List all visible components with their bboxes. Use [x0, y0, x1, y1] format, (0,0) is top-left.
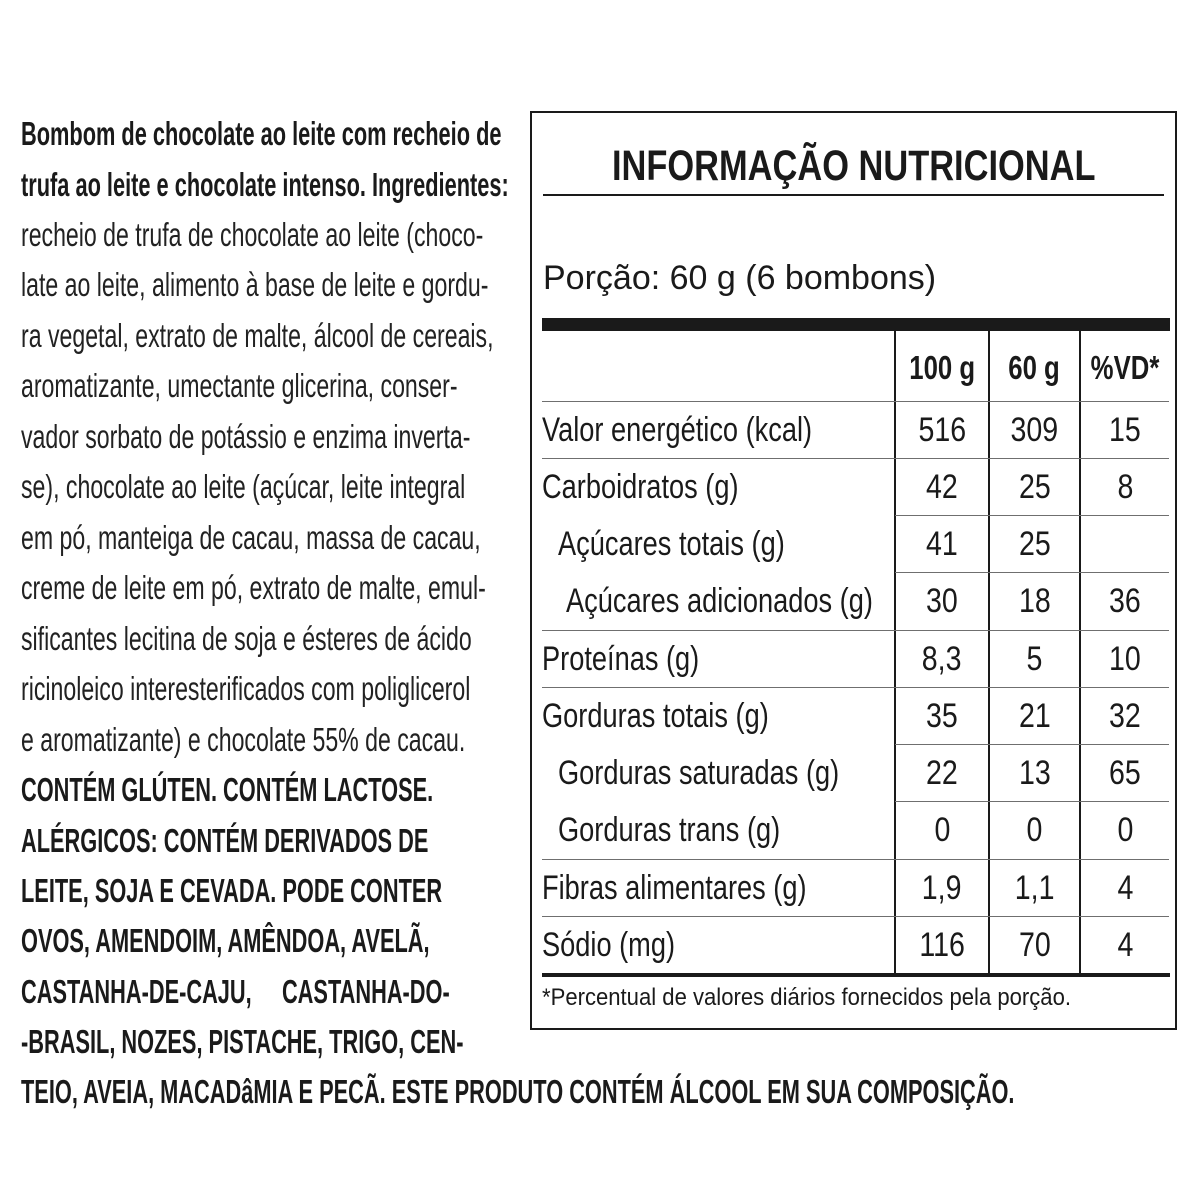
- row-divider: [542, 687, 1169, 688]
- row-divider: [895, 515, 1169, 516]
- value-60g: 1,1: [1014, 869, 1055, 907]
- value-vd: 32: [1109, 697, 1141, 735]
- value-vd: 10: [1109, 640, 1141, 678]
- value-vd: 4: [1117, 869, 1133, 907]
- nutrient-label: Proteínas (g): [542, 640, 700, 678]
- row-divider: [895, 572, 1169, 573]
- nutrient-label: Açúcares adicionados (g): [566, 582, 873, 620]
- column-header-60g: 60 g: [1008, 349, 1061, 386]
- allergen-line: OVOS, AMENDOIM, AMÊNDOA, AVELÃ,: [21, 922, 430, 959]
- nutrition-table: [530, 111, 1177, 1030]
- ingredients-line: ra vegetal, extrato de malte, álcool de cereais,: [21, 317, 494, 354]
- value-100g: 42: [926, 468, 958, 506]
- allergen-line: LEITE, SOJA E CEVADA. PODE CONTER: [21, 872, 443, 909]
- value-60g: 13: [1018, 754, 1051, 792]
- row-divider: [895, 744, 1169, 745]
- nutrient-label: Açúcares totais (g): [558, 525, 785, 563]
- value-60g: 309: [1010, 411, 1059, 449]
- thick-divider: [542, 318, 1170, 331]
- row-divider: [542, 630, 1169, 631]
- ingredients-line: sificantes lecitina de soja e ésteres de ácido: [21, 620, 472, 657]
- value-100g: 35: [926, 697, 958, 735]
- nutrient-label: Gorduras saturadas (g): [558, 754, 840, 792]
- row-divider: [895, 801, 1169, 802]
- value-vd: 8: [1117, 468, 1133, 506]
- nutrient-label: Carboidratos (g): [542, 468, 739, 506]
- ingredients-line: vador sorbato de potássio e enzima inverta-: [21, 418, 471, 455]
- title-divider: [543, 194, 1164, 196]
- value-100g: 41: [926, 525, 958, 563]
- value-60g: 25: [1018, 468, 1051, 506]
- column-header-100g: 100 g: [909, 349, 975, 386]
- value-100g: 30: [926, 582, 958, 620]
- allergen-line: CONTÉM GLÚTEN. CONTÉM LACTOSE.: [21, 771, 434, 808]
- ingredients-line: recheio de trufa de chocolate ao leite (choco-: [21, 216, 484, 253]
- value-100g: 1,9: [922, 869, 962, 907]
- value-vd: [1081, 519, 1169, 569]
- ingredients-line: creme de leite em pó, extrato de malte, emul-: [21, 569, 486, 606]
- nutrient-label: Gorduras trans (g): [558, 811, 781, 849]
- row-divider: [542, 916, 1169, 917]
- allergen-line: -BRASIL, NOZES, PISTACHE, TRIGO, CEN-: [21, 1023, 464, 1060]
- value-100g: 0: [934, 811, 950, 849]
- value-60g: 5: [1026, 640, 1043, 678]
- nutrition-title: INFORMAÇÃO NUTRICIONAL: [612, 142, 1096, 190]
- ingredients-line: Bombom de chocolate ao leite com recheio de: [21, 115, 502, 152]
- value-60g: 25: [1018, 525, 1051, 563]
- row-divider: [542, 458, 1169, 459]
- nutrient-label: Gorduras totais (g): [542, 697, 769, 735]
- allergen-line: TEIO, AVEIA, MACADâMIA E PECÃ. ESTE PRODUTO CONTÉM ÁLCOOL EM SUA COMPOSIÇÃO.: [21, 1073, 1015, 1110]
- ingredients-line: ricinoleico interesterificados com poliglicerol: [21, 670, 471, 707]
- value-100g: 22: [926, 754, 958, 792]
- value-100g: 116: [919, 926, 965, 964]
- value-60g: 18: [1018, 582, 1051, 620]
- allergen-line: CASTANHA-DE-CAJU, CASTANHA-DO-: [21, 973, 450, 1010]
- value-60g: 0: [1026, 811, 1043, 849]
- value-vd: 0: [1117, 811, 1133, 849]
- row-divider: [542, 859, 1169, 860]
- value-vd: 65: [1109, 754, 1141, 792]
- column-header-vd: %VD*: [1090, 349, 1160, 386]
- nutrient-label: Valor energético (kcal): [542, 411, 813, 449]
- portion-text: Porção: 60 g (6 bombons): [543, 259, 937, 297]
- allergen-line: ALÉRGICOS: CONTÉM DERIVADOS DE: [21, 822, 429, 859]
- ingredients-line: aromatizante, umectante glicerina, conser-: [21, 367, 458, 404]
- value-vd: 15: [1109, 411, 1141, 449]
- value-vd: 4: [1117, 926, 1133, 964]
- value-vd: 36: [1109, 582, 1141, 620]
- value-60g: 70: [1018, 926, 1051, 964]
- value-100g: 8,3: [922, 640, 962, 678]
- nutrient-label: Sódio (mg): [542, 926, 676, 964]
- value-60g: 21: [1018, 697, 1051, 735]
- ingredients-line: se), chocolate ao leite (açúcar, leite integral: [21, 468, 466, 505]
- ingredients-line: trufa ao leite e chocolate intenso. Ingredientes:: [21, 166, 509, 203]
- footnote: *Percentual de valores diários fornecidos pela porção.: [542, 984, 1072, 1011]
- ingredients-line: em pó, manteiga de cacau, massa de cacau,: [21, 519, 481, 556]
- nutrient-label: Fibras alimentares (g): [542, 869, 807, 907]
- ingredients-line: e aromatizante) e chocolate 55% de cacau.: [21, 721, 466, 758]
- row-divider: [542, 401, 1169, 402]
- ingredients-line: late ao leite, alimento à base de leite e gordu-: [21, 266, 489, 303]
- value-100g: 516: [918, 411, 966, 449]
- bottom-divider: [542, 973, 1170, 977]
